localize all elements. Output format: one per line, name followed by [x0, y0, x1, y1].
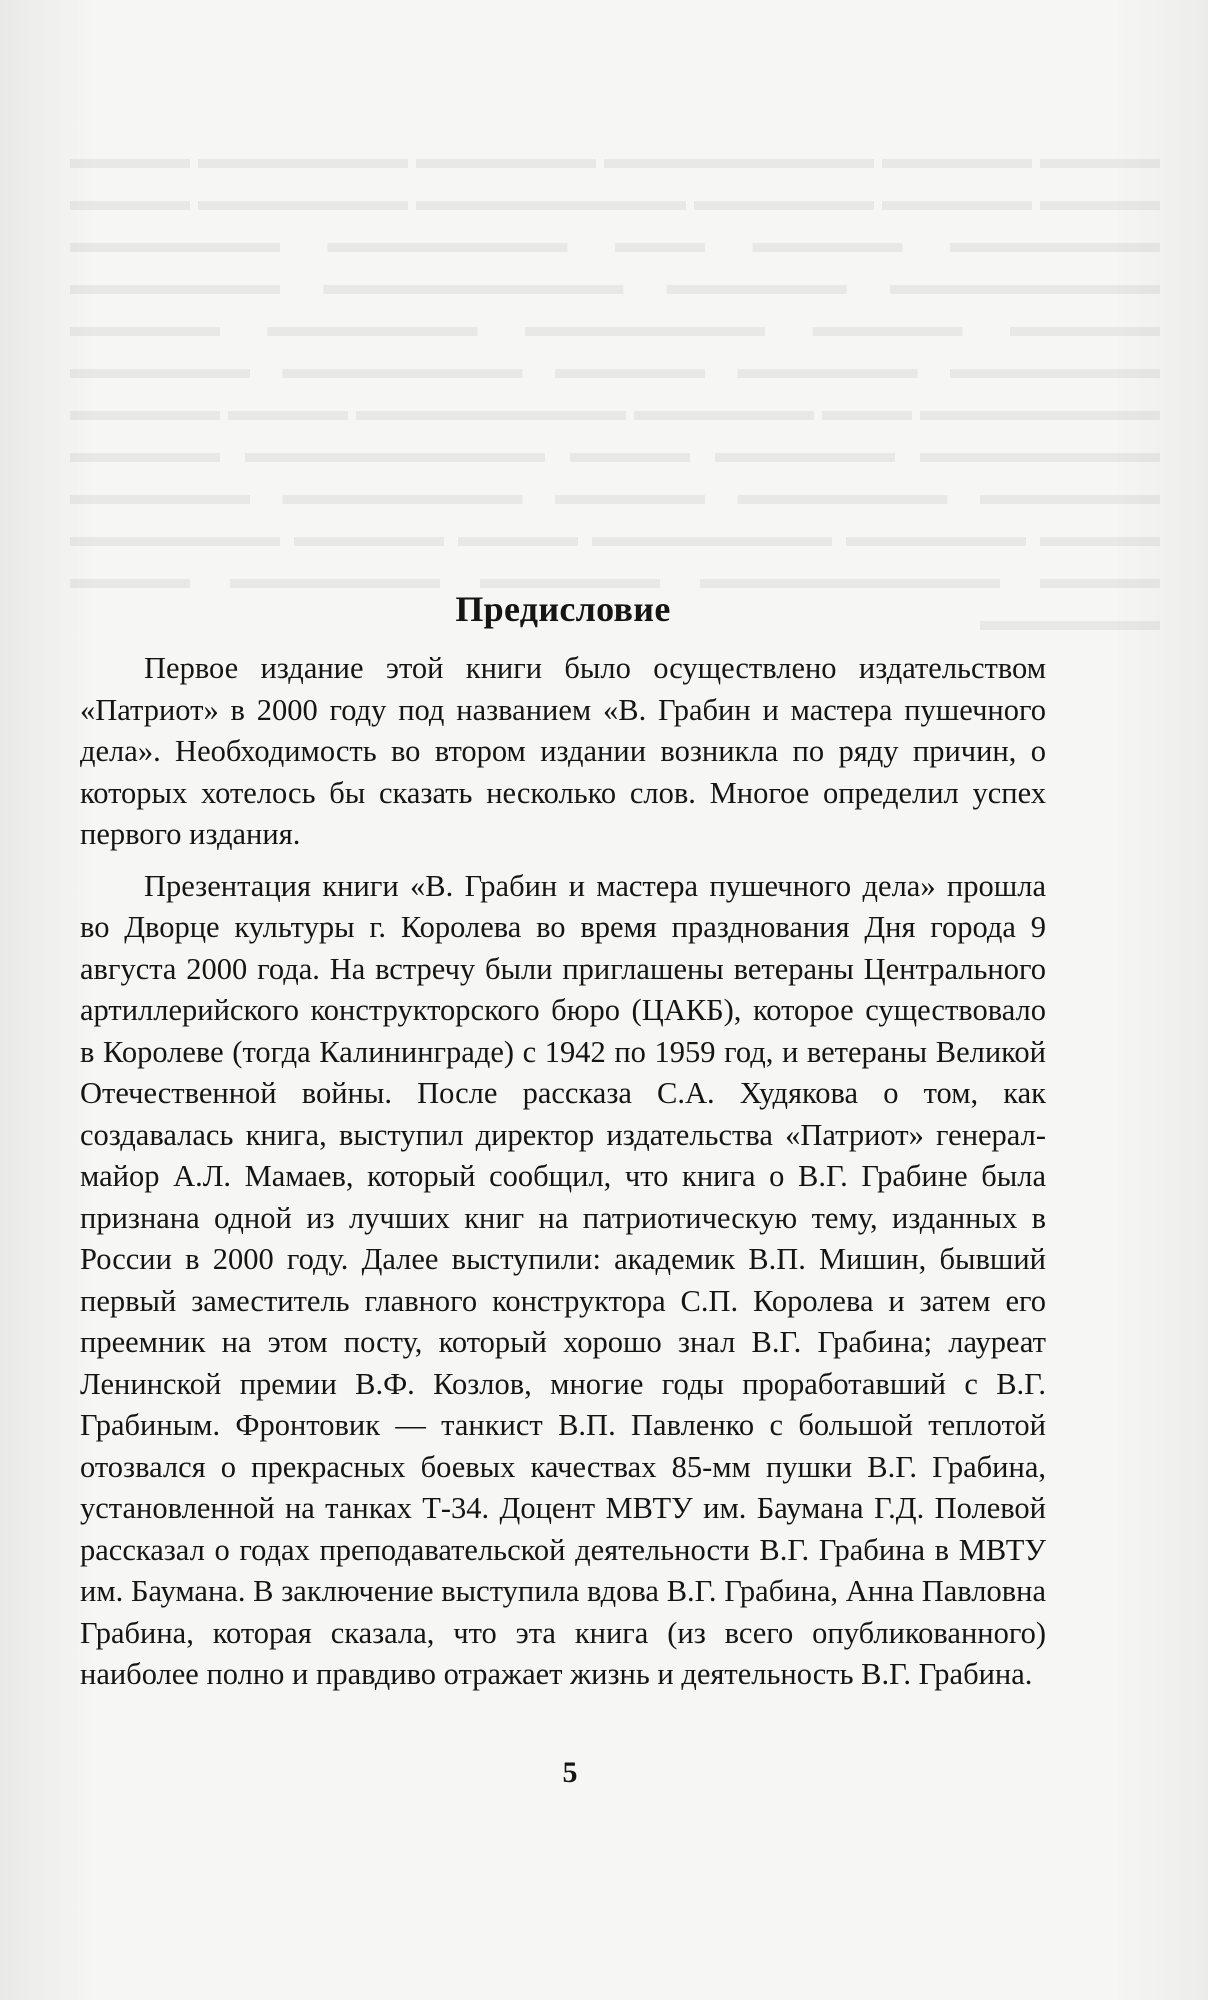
page-title: Предисловие	[455, 589, 671, 629]
paragraph-1: Первое издание этой книги было осуществлено издательством «Патриот» в 2000 году под названием «В. Грабин и мастера пушечного дела». Необходимость во втором издании возникла по ряду причин, о которых хотелось бы сказать несколько слов. Многое определил успех первого издания.	[80, 651, 1046, 851]
book-page	[80, 588, 1046, 1696]
paragraph-2: Презентация книги «В. Грабин и мастера пушечного дела» прошла во Дворце культуры г. Королева во время празднования Дня города 9 августа 2000 года. На встречу были приглашены ветераны Центрального артиллерийского конструкторского бюро (ЦАКБ), которое существовало в Королеве (тогда Калининграде) с 1942 по 1959 год, и ветераны Великой Отечественной войны. После рассказа С.А. Худякова о том, как создавалась книга, выступил директор издательства «Патриот» генерал-майор А.Л. Мамаев, который сообщил, что книга о В.Г. Грабине была признана одной из лучших книг на патриотическую тему, изданных в России в 2000 году. Далее выступили: академик В.П. Мишин, бывший первый заместитель главного конструктора С.П. Королева и затем его преемник на этом посту, который хорошо знал В.Г. Грабина; лауреат Ленинской премии В.Ф. Козлов, многие годы проработавший с В.Г. Грабиным. Фронтовик — танкист В.П. Павленко с большой теплотой отозвался о прекрасных боевых качествах 85-мм пушки В.Г. Грабина, установленной на танках Т-34. Доцент МВТУ им. Баумана Г.Д. Полевой рассказал о годах преподавательской деятельности В.Г. Грабина в МВТУ им. Баумана. В заключение выступила вдова В.Г. Грабина, Анна Павловна Грабина, которая сказала, что эта книга (из всего опубликованного) наиболее полно и правдиво отражает жизнь и деятельность В.Г. Грабина.	[80, 868, 1046, 1691]
page-number: 5	[562, 1756, 578, 1789]
show-through-reverse-text: ▬▬▬▬ ▬▬▬▬▬ ▬▬▬▬▬▬▬▬▬ ▬▬▬▬▬▬ ▬▬▬▬▬▬▬ ▬▬▬▬ ▬▬▬▬ ▬▬▬▬▬ ▬▬▬▬▬▬ ▬▬▬▬▬▬▬▬▬ ▬▬▬▬▬▬▬ ▬▬▬▬ ▬▬▬▬▬▬▬ ▬▬▬▬▬ ▬▬▬ ▬▬▬▬▬▬▬▬ ▬▬▬▬▬▬▬ ▬▬▬▬▬▬▬▬▬ ▬▬▬▬▬▬ ▬▬▬▬▬▬▬▬▬▬ ▬▬▬▬▬▬▬ ▬▬▬▬▬ ▬▬▬▬▬ ▬▬▬▬▬▬▬▬ ▬▬▬▬▬▬▬ ▬▬▬▬▬ ▬▬▬▬▬▬▬ ▬▬▬▬▬▬ ▬▬▬▬▬ ▬▬▬▬▬▬▬▬ ▬▬▬▬▬▬ ▬▬▬▬▬▬▬▬ ▬▬▬ ▬▬▬▬▬▬ ▬▬▬▬▬▬▬▬▬ ▬▬▬▬ ▬▬▬▬▬ ▬▬▬▬▬▬▬▬ ▬▬▬▬▬▬ ▬▬▬▬ ▬▬▬▬▬▬▬▬▬▬ ▬▬▬▬▬ ▬▬▬▬▬▬ ▬▬▬▬▬▬▬ ▬▬▬▬▬ ▬▬▬▬▬▬▬▬ ▬▬▬▬▬▬ ▬▬▬▬ ▬▬▬▬▬▬ ▬▬▬▬▬▬▬▬ ▬▬▬▬ ▬▬▬▬▬ ▬▬▬▬▬▬▬ ▬▬▬▬ ▬▬▬▬▬▬▬▬▬▬ ▬▬▬▬▬▬ ▬▬▬▬▬▬▬ ▬▬▬▬ ▬▬▬▬▬▬	[70, 142, 1160, 637]
